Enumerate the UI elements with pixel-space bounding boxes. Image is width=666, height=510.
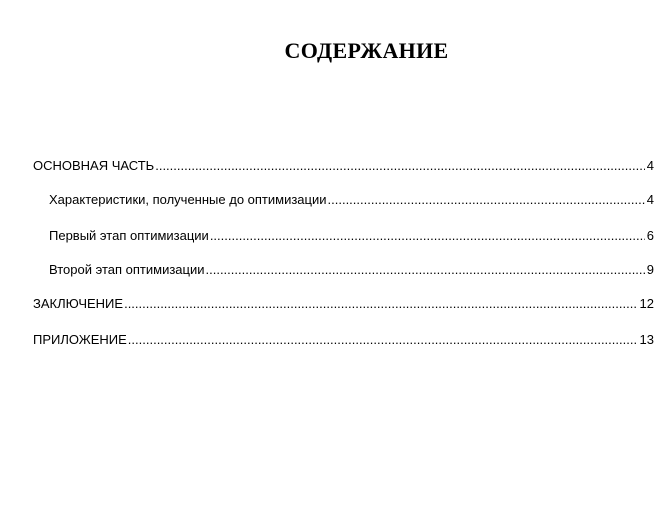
dot-leader (328, 192, 645, 207)
toc-entry-page-number: 13 (639, 332, 654, 347)
toc-entry-page-number: 9 (646, 262, 654, 277)
toc-entry-page-number: 4 (646, 192, 654, 207)
dot-leader (128, 332, 638, 347)
toc-entry-page-number: 6 (646, 228, 654, 243)
toc-entry-label: ЗАКЛЮЧЕНИЕ (33, 296, 124, 311)
page-title: СОДЕРЖАНИЕ (284, 38, 449, 63)
toc-entry-label: Первый этап оптимизации (49, 228, 209, 243)
dot-leader (206, 262, 645, 277)
toc-entry-label: Характеристики, полученные до оптимизации (49, 192, 327, 207)
toc-entry-page-number: 4 (646, 158, 654, 173)
toc-entry-label: ПРИЛОЖЕНИЕ (33, 332, 127, 347)
toc-entry-second-stage[interactable] (49, 262, 654, 282)
toc-entry-page-number: 12 (639, 296, 654, 311)
toc-entry-characteristics[interactable] (49, 192, 654, 212)
dot-leader (210, 228, 645, 243)
toc-entry-label: Второй этап оптимизации (49, 262, 205, 277)
toc-entry-appendix[interactable] (33, 332, 654, 352)
dot-leader (124, 296, 637, 311)
toc-entry-main-part[interactable] (33, 158, 654, 178)
toc-entry-label: ОСНОВНАЯ ЧАСТЬ (33, 158, 155, 173)
dot-leader (155, 158, 645, 173)
toc-entry-first-stage[interactable] (49, 228, 654, 248)
toc-entry-conclusion[interactable] (33, 296, 654, 316)
